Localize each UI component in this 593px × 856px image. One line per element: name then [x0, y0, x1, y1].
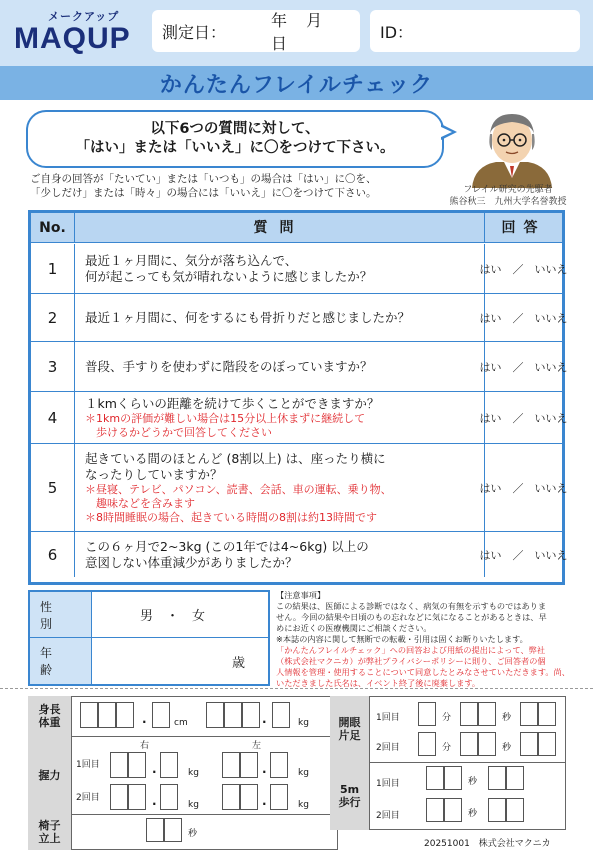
one-leg-decimal-box[interactable]: [520, 702, 538, 726]
question-note-1: ＊昼寝、テレビ、パソコン、読書、会話、車の運転、乗り物、: [85, 482, 392, 496]
profile-table: [28, 590, 270, 686]
professor-caption-1: フレイル研究の先駆者: [463, 185, 553, 195]
question-text: [75, 392, 485, 443]
question-row: [31, 532, 568, 577]
answer-choice[interactable]: はい ／ いいえ: [479, 311, 568, 325]
one-leg-first-label: 1回目: [376, 713, 400, 723]
weight-digit-box[interactable]: [242, 702, 260, 728]
header-answer: 回答: [501, 220, 546, 236]
question-table: [28, 210, 568, 585]
question-note-2: 趣味などを含みます: [85, 496, 195, 510]
answer-note: [30, 172, 430, 200]
caution-title: 【注意事項】: [276, 590, 326, 600]
one-leg-sec-box[interactable]: [460, 702, 478, 726]
kg-unit: kg: [298, 718, 309, 728]
question-line-2: 何が起こっても気が晴れないように感じましたか？: [85, 268, 373, 284]
question-row: [31, 342, 568, 392]
professor-caption-2: 熊谷秋三 九州大学名誉教授: [449, 197, 567, 207]
date-label: 測定日：: [162, 22, 227, 42]
kg-unit: kg: [188, 800, 199, 810]
weight-digit-box[interactable]: [206, 702, 224, 728]
one-leg-sec-box[interactable]: [478, 702, 496, 726]
answer-choice[interactable]: はい ／ いいえ: [479, 360, 568, 374]
question-number: 2: [31, 294, 75, 341]
one-leg-decimal-box[interactable]: [538, 702, 556, 726]
grip-left-digit-box[interactable]: [222, 752, 240, 778]
walk-5m-label: 5m 歩行: [330, 762, 370, 830]
one-leg-second-label: 2回目: [376, 743, 400, 753]
answer-choice[interactable]: はい ／ いいえ: [479, 262, 568, 276]
grip-left-digit-box[interactable]: [240, 752, 258, 778]
age-label: 年齢: [30, 638, 92, 684]
grip-right-decimal-box[interactable]: [160, 752, 178, 778]
privacy-text-3: 人情報を管理・使用することについて同意したとみなさせていただきます。尚、: [276, 667, 570, 677]
answer-choice[interactable]: はい ／ いいえ: [479, 411, 568, 425]
logo-kana: メークアップ: [48, 10, 120, 23]
sec-unit: 秒: [502, 713, 512, 723]
question-text: [75, 532, 485, 577]
question-number: 4: [31, 392, 75, 443]
grip-right-digit-box[interactable]: [110, 784, 128, 810]
walk-decimal-box[interactable]: [506, 798, 524, 822]
sec-unit: 秒: [188, 829, 198, 839]
weight-digit-box[interactable]: [224, 702, 242, 728]
instruction-bubble: [26, 110, 444, 168]
cm-unit: cm: [174, 718, 188, 728]
one-leg-min-box[interactable]: [418, 702, 436, 726]
gender-label: 性別: [30, 592, 92, 637]
grip-left-decimal-box[interactable]: [270, 752, 288, 778]
divider: [28, 736, 338, 737]
professor-illustration: [460, 104, 564, 188]
caution-text-1: この結果は、医師による診断ではなく、病気の有無を示すものではありま: [276, 601, 547, 611]
privacy-text-2: （株式会社マクニカ）が弊社プライバシーポリシーに則り、ご回答者の個: [276, 656, 546, 666]
question-number: 5: [31, 444, 75, 531]
id-label: ID：: [380, 22, 414, 42]
one-leg-stand-label: 開眼 片足: [330, 696, 370, 762]
one-leg-decimal-box[interactable]: [538, 732, 556, 756]
kg-unit: kg: [298, 768, 309, 778]
footer-code: 20251001 株式会社マクニカ: [424, 839, 551, 849]
logo-name: MAQUP: [14, 22, 131, 55]
one-leg-decimal-box[interactable]: [520, 732, 538, 756]
grip-left-decimal-box[interactable]: [270, 784, 288, 810]
note-line-1: ご自身の回答が「たいてい」または「いつも」の場合は「はい」に〇を、: [30, 173, 377, 185]
question-text: [75, 244, 485, 293]
decimal-point: .: [142, 712, 147, 726]
one-leg-min-box[interactable]: [418, 732, 436, 756]
question-line-1: 普段、手すりを使わずに階段をのぼっていますか？: [85, 358, 373, 374]
bubble-tail-inner: [439, 126, 452, 138]
grip-label: 握力: [28, 736, 72, 814]
privacy-text-1: 「かんたんフレイルチェック」への回答および用紙の提出によって、弊社: [276, 645, 546, 655]
day-label: 日: [270, 34, 287, 53]
header-no: No.: [31, 213, 75, 243]
question-line-2: 意図しない体重減少がありましたか？: [85, 554, 298, 570]
question-text: [75, 342, 485, 391]
caution-text-4: ※本誌の内容に関して無断での転載・引用は固くお断りいたします。: [276, 634, 528, 644]
measurement-date-field[interactable]: [152, 10, 360, 52]
chair-stand-box[interactable]: [164, 818, 182, 842]
question-line-2: なったりしていますか？: [85, 466, 223, 482]
header: [0, 0, 593, 66]
id-field[interactable]: [370, 10, 580, 52]
professor-caption: [428, 184, 588, 208]
decimal-point: .: [262, 794, 267, 808]
height-decimal-box[interactable]: [152, 702, 170, 728]
grip-second-label: 2回目: [76, 793, 100, 803]
one-leg-sec-box[interactable]: [478, 732, 496, 756]
grip-right-decimal-box[interactable]: [160, 784, 178, 810]
walk-sec-box[interactable]: [426, 766, 444, 790]
decimal-point: .: [262, 712, 267, 726]
age-row: [30, 638, 268, 684]
walk-sec-box[interactable]: [444, 798, 462, 822]
question-line-1: 最近１ヶ月間に、気分が落ち込んで、: [85, 252, 298, 268]
kg-unit: kg: [188, 768, 199, 778]
title-band: [0, 66, 593, 100]
walk-decimal-box[interactable]: [506, 766, 524, 790]
question-line-1: １kmくらいの距離を続けて歩くことができますか？: [85, 395, 380, 411]
question-note-3: ＊8時間睡眠の場合、起きている時間の8割は約13時間です: [85, 510, 377, 524]
year-label: 年: [270, 11, 287, 30]
right-hand-label: 右: [140, 741, 150, 751]
min-unit: 分: [442, 713, 452, 723]
min-unit: 分: [442, 743, 452, 753]
walk-decimal-box[interactable]: [488, 798, 506, 822]
question-text: [75, 294, 485, 341]
question-number: 6: [31, 532, 75, 577]
decimal-point: .: [262, 762, 267, 776]
sec-unit: 秒: [468, 777, 478, 787]
caution-notes: [276, 590, 576, 689]
decimal-point: .: [152, 794, 157, 808]
walk-sec-box[interactable]: [444, 766, 462, 790]
grip-left-digit-box[interactable]: [222, 784, 240, 810]
question-line-1: 起きている間のほとんど (8割以上) は、座ったり横に: [85, 450, 386, 466]
question-row: [31, 444, 568, 532]
header-question: 質問: [75, 213, 485, 243]
answer-choice[interactable]: はい ／ いいえ: [479, 481, 568, 495]
weight-decimal-box[interactable]: [272, 702, 290, 728]
question-row: [31, 392, 568, 444]
question-line-1: 最近１ヶ月間に、何をするにも骨折りだと感じましたか？: [85, 309, 411, 325]
walk-first-label: 1回目: [376, 779, 400, 789]
gender-choice[interactable]: 男 ・ 女: [140, 609, 206, 624]
instruction-line-1: 以下6つの質問に対して、: [150, 121, 320, 137]
kg-unit: kg: [298, 800, 309, 810]
caution-text-3: めにお近くの医療機関にご相談ください。: [276, 623, 432, 633]
question-note-1: ＊1kmの評価が難しい場合は15分以上休まずに継続して: [85, 411, 366, 425]
cut-line: [0, 688, 593, 689]
height-digit-box[interactable]: [98, 702, 116, 728]
grip-first-label: 1回目: [76, 760, 100, 770]
privacy-text-4: いただきました氏名は、イベント終了後に廃棄します。: [276, 678, 481, 688]
height-weight-label: 身長 体重: [28, 696, 72, 736]
question-note-2: 歩けるかどうかで回答してください: [85, 425, 272, 439]
left-hand-label: 左: [252, 741, 262, 751]
grip-right-digit-box[interactable]: [110, 752, 128, 778]
height-digit-box[interactable]: [80, 702, 98, 728]
answer-choice[interactable]: はい ／ いいえ: [479, 548, 568, 562]
question-row: [31, 244, 568, 294]
instruction-line-2: 「はい」または「いいえ」に〇をつけて下さい。: [75, 140, 395, 156]
age-field[interactable]: 歳: [232, 655, 246, 671]
walk-decimal-box[interactable]: [488, 766, 506, 790]
decimal-point: .: [152, 762, 157, 776]
height-digit-box[interactable]: [116, 702, 134, 728]
walk-second-label: 2回目: [376, 811, 400, 821]
walk-sec-box[interactable]: [426, 798, 444, 822]
month-label: 月: [306, 11, 323, 30]
question-row: [31, 294, 568, 342]
chair-stand-label: 椅子 立上: [28, 814, 72, 850]
grip-right-digit-box[interactable]: [128, 752, 146, 778]
question-text: [75, 444, 485, 531]
chair-stand-box[interactable]: [146, 818, 164, 842]
grip-left-digit-box[interactable]: [240, 784, 258, 810]
caution-text-2: せん。今回の結果や日頃のもの忘れなどに気になることがあるときは、早: [276, 612, 547, 622]
question-number: 1: [31, 244, 75, 293]
sec-unit: 秒: [468, 809, 478, 819]
one-leg-sec-box[interactable]: [460, 732, 478, 756]
table-header: [31, 213, 562, 243]
note-line-2: 「少しだけ」または「時々」の場合には「いいえ」に〇をつけて下さい。: [30, 187, 377, 199]
question-number: 3: [31, 342, 75, 391]
question-line-1: この６ヶ月で2~3kg (この1年では4~6kg) 以上の: [85, 538, 369, 554]
grip-right-digit-box[interactable]: [128, 784, 146, 810]
page-title: かんたんフレイルチェック: [159, 72, 434, 98]
maqup-logo: [12, 6, 140, 58]
divider: [28, 814, 338, 815]
sec-unit: 秒: [502, 743, 512, 753]
gender-row: [30, 592, 268, 638]
